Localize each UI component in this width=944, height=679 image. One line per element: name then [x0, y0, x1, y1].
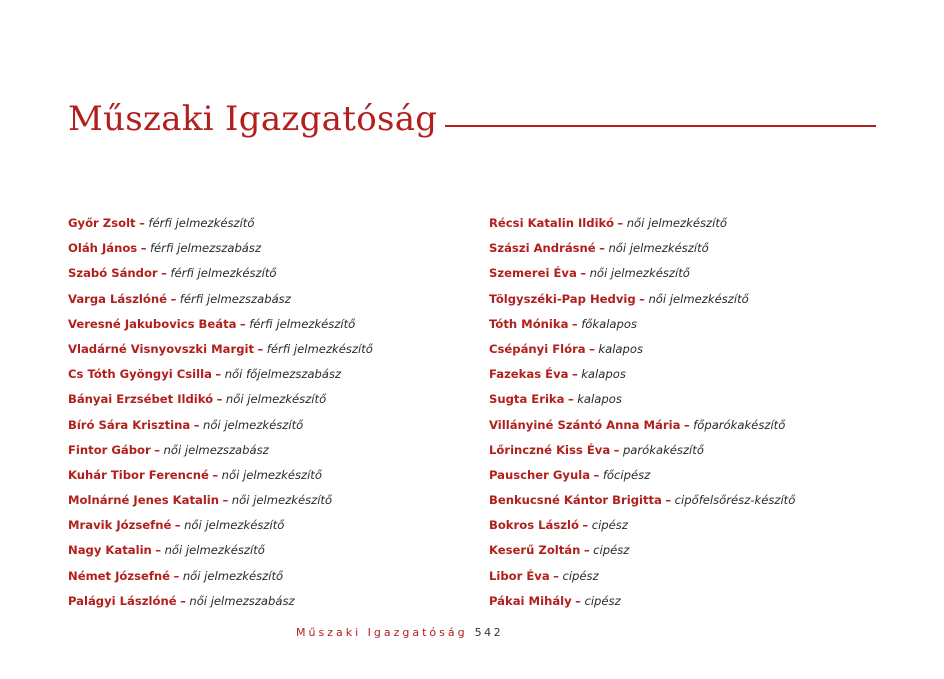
page-heading — [68, 88, 876, 139]
staff-role: cipész — [593, 543, 630, 558]
staff-entry — [489, 362, 909, 387]
staff-role: férfi jelmezszabász — [149, 241, 262, 256]
staff-name: Kuhár Tibor Ferencné — [68, 467, 209, 482]
staff-entry — [489, 538, 909, 563]
staff-name: Tóth Mónika — [489, 316, 569, 331]
staff-entry — [489, 413, 909, 438]
entry-separator: – — [180, 593, 186, 608]
entry-separator: – — [639, 291, 645, 306]
staff-role: cipész — [562, 568, 599, 583]
staff-role: női jelmezkészítő — [225, 392, 327, 407]
staff-entry — [489, 261, 909, 286]
staff-list-left — [68, 211, 468, 614]
staff-name: Benkucsné Kántor Brigitta — [489, 493, 662, 508]
entry-separator: – — [161, 266, 167, 281]
staff-role: női jelmezszabász — [163, 442, 269, 457]
staff-entry — [68, 362, 468, 387]
entry-separator: – — [155, 543, 162, 558]
staff-entry — [489, 287, 909, 312]
staff-entry — [68, 387, 468, 412]
staff-entry — [489, 236, 909, 261]
page-footer — [296, 626, 503, 639]
entry-separator: – — [239, 316, 246, 331]
staff-role: kalapos — [598, 341, 644, 356]
staff-name: Csépányi Flóra — [489, 341, 586, 356]
staff-role: női jelmezkészítő — [164, 543, 265, 558]
staff-name: Német Józsefné — [68, 568, 171, 583]
staff-entry — [68, 589, 468, 614]
staff-role: cipész — [584, 593, 621, 608]
staff-name: Szászi Andrásné — [489, 241, 596, 256]
staff-name: Szabó Sándor — [68, 266, 158, 281]
staff-name: Mravik Józsefné — [68, 518, 172, 533]
staff-entry — [68, 513, 468, 538]
entry-separator: – — [617, 216, 624, 230]
staff-name: Vladárné Visnyovszki Margit — [68, 341, 255, 356]
staff-entry — [489, 337, 909, 362]
staff-name: Lőrinczné Kiss Éva — [489, 442, 611, 457]
staff-entry — [489, 211, 909, 236]
staff-name: Sugta Erika — [489, 392, 565, 407]
entry-separator: – — [575, 593, 581, 608]
staff-name: Villányiné Szántó Anna Mária — [489, 417, 681, 432]
entry-separator: – — [582, 518, 589, 533]
staff-name: Bányai Erzsébet Ildikó — [68, 392, 214, 407]
entry-separator: – — [613, 442, 620, 457]
staff-name: Récsi Katalin Ildikó — [489, 216, 614, 230]
entry-separator: – — [154, 442, 161, 457]
staff-entry — [68, 337, 468, 362]
entry-separator: – — [567, 392, 574, 407]
staff-role: férfi jelmezkészítő — [148, 216, 255, 230]
staff-entry — [68, 463, 468, 488]
entry-separator: – — [589, 341, 595, 356]
entry-separator: – — [571, 316, 578, 331]
entry-separator: – — [212, 467, 219, 482]
staff-entry — [489, 513, 909, 538]
entry-separator: – — [257, 341, 264, 356]
staff-entry — [68, 413, 468, 438]
staff-name: Bíró Sára Krisztina — [68, 417, 191, 432]
staff-role: női jelmezkészítő — [202, 417, 304, 432]
staff-entry — [489, 589, 909, 614]
staff-name: Fintor Gábor — [68, 442, 151, 457]
staff-role: férfi jelmezszabász — [179, 291, 291, 306]
staff-name: Palágyi Lászlóné — [68, 593, 177, 608]
entry-separator: – — [665, 493, 672, 508]
staff-entry — [68, 538, 468, 563]
staff-name: Szemerei Éva — [489, 266, 577, 281]
staff-entry — [68, 287, 468, 312]
staff-entry — [68, 488, 468, 513]
staff-entry — [489, 387, 909, 412]
entry-separator: – — [173, 568, 180, 583]
entry-separator: – — [583, 543, 590, 558]
staff-role: férfi jelmezkészítő — [249, 316, 356, 331]
entry-separator: – — [140, 241, 147, 256]
entry-separator: – — [193, 417, 200, 432]
staff-name: Keserű Zoltán — [489, 543, 581, 558]
staff-role: férfi jelmezkészítő — [266, 341, 373, 356]
staff-name: Győr Zsolt — [68, 216, 136, 230]
page-number: 542 — [474, 626, 504, 639]
staff-entry — [68, 261, 468, 286]
staff-entry — [68, 438, 468, 463]
staff-name: Fazekas Éva — [489, 367, 569, 382]
staff-role: női jelmezkészítő — [589, 266, 690, 281]
staff-role: női jelmezkészítő — [626, 216, 727, 230]
staff-name: Cs Tóth Gyöngyi Csilla — [68, 367, 212, 382]
staff-entry — [68, 236, 468, 261]
staff-role: parókakészítő — [622, 442, 704, 457]
entry-separator: – — [174, 518, 181, 533]
staff-name: Pákai Mihály — [489, 593, 572, 608]
page-title: Műszaki Igazgatóság — [68, 99, 438, 139]
staff-entry — [489, 312, 909, 337]
staff-role: női jelmezkészítő — [184, 518, 285, 533]
entry-separator: – — [222, 493, 229, 508]
entry-separator: – — [553, 568, 559, 583]
staff-role: főkalapos — [581, 316, 638, 331]
staff-entry — [68, 211, 468, 236]
staff-entry — [489, 438, 909, 463]
staff-role: női jelmezszabász — [189, 593, 295, 608]
staff-list-right — [489, 211, 909, 614]
staff-entry — [68, 312, 468, 337]
entry-separator: – — [170, 291, 177, 306]
staff-name: Libor Éva — [489, 568, 550, 583]
staff-entry — [489, 488, 909, 513]
staff-role: női jelmezkészítő — [182, 568, 284, 583]
entry-separator: – — [216, 392, 223, 407]
staff-role: cipőfelsőrész-készítő — [674, 493, 796, 508]
title-rule — [445, 125, 876, 127]
staff-role: női jelmezkészítő — [221, 467, 322, 482]
entry-separator: – — [599, 241, 605, 256]
staff-role: cipész — [591, 518, 628, 533]
staff-role: férfi jelmezkészítő — [170, 266, 277, 281]
staff-entry — [489, 463, 909, 488]
entry-separator: – — [571, 367, 578, 382]
entry-separator: – — [593, 467, 600, 482]
staff-role: főparókakészítő — [693, 417, 786, 432]
staff-role: kalapos — [577, 392, 622, 407]
staff-role: női jelmezkészítő — [608, 241, 709, 256]
staff-role: kalapos — [581, 367, 626, 382]
staff-name: Bokros László — [489, 518, 579, 533]
staff-role: főcipész — [602, 467, 651, 482]
staff-name: Veresné Jakubovics Beáta — [68, 316, 237, 331]
entry-separator: – — [215, 367, 222, 382]
entry-separator: – — [139, 216, 145, 230]
staff-name: Nagy Katalin — [68, 543, 152, 558]
staff-name: Varga Lászlóné — [68, 291, 167, 306]
staff-name: Pauscher Gyula — [489, 467, 591, 482]
staff-name: Oláh János — [68, 241, 138, 256]
footer-section-title: Műszaki Igazgatóság — [296, 626, 468, 639]
staff-role: női jelmezkészítő — [648, 291, 749, 306]
entry-separator: – — [683, 417, 690, 432]
staff-entry — [489, 564, 909, 589]
staff-role: női főjelmezszabász — [224, 367, 342, 382]
staff-name: Tölgyszéki-Pap Hedvig — [489, 291, 636, 306]
entry-separator: – — [580, 266, 587, 281]
staff-entry — [68, 564, 468, 589]
staff-role: női jelmezkészítő — [231, 493, 333, 508]
staff-name: Molnárné Jenes Katalin — [68, 493, 220, 508]
